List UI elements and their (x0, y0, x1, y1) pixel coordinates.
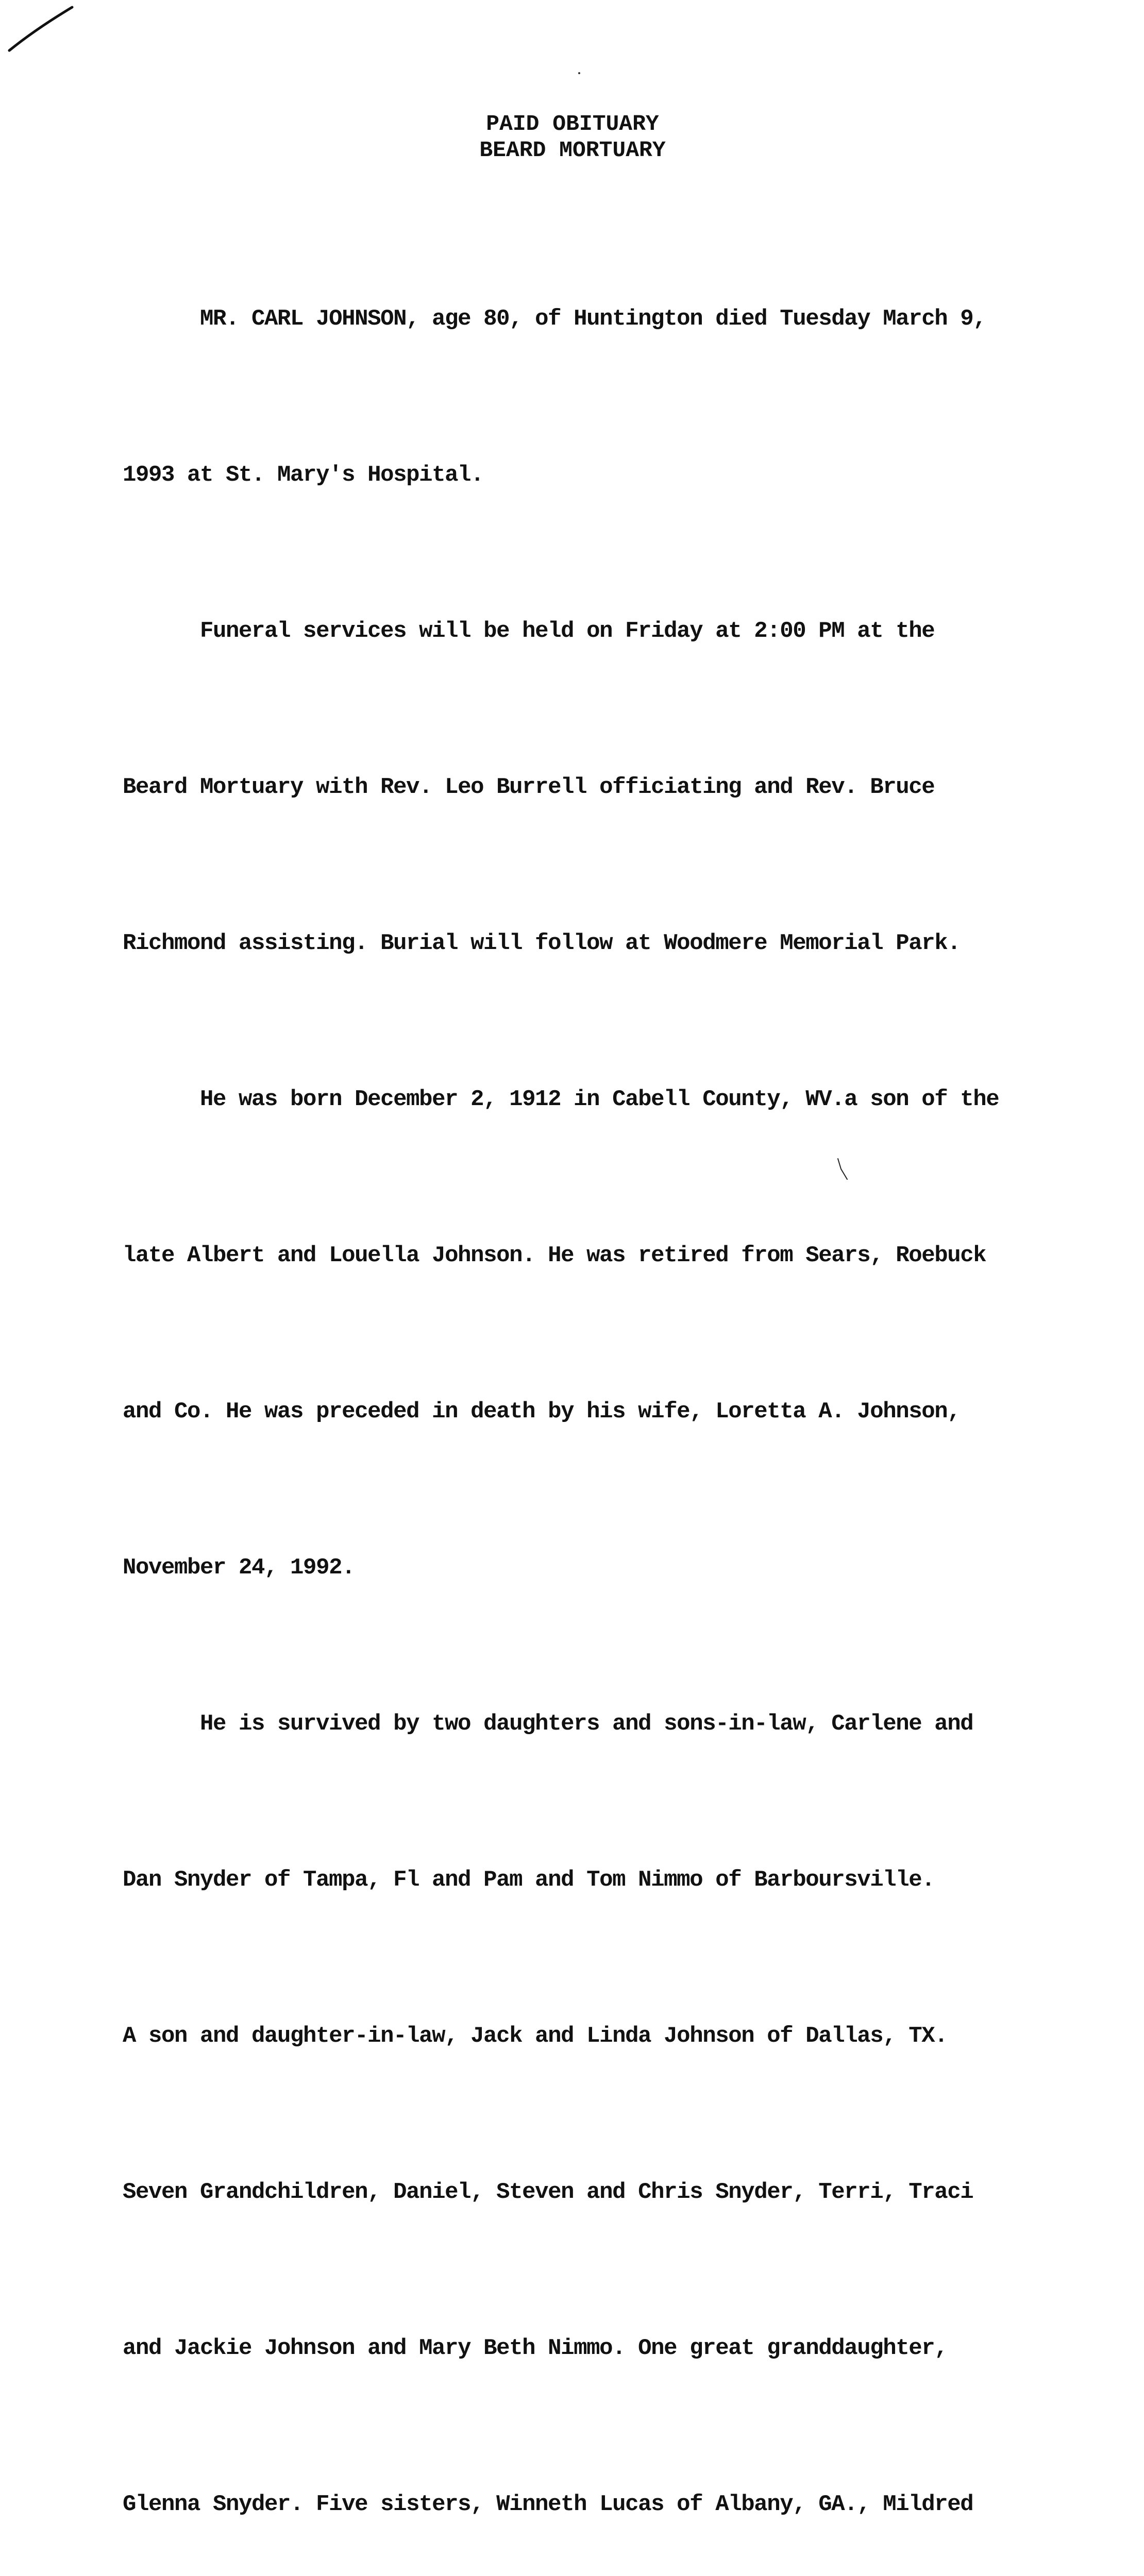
text-line: Funeral services will be held on Friday at 2:00 PM at the (123, 618, 935, 644)
text-line: Dan Snyder of Tampa, Fl and Pam and Tom Nimmo of Barboursville. (123, 1867, 935, 1893)
text-line: Seven Grandchildren, Daniel, Steven and Chris Snyder, Terri, Traci (123, 2179, 973, 2205)
text-line: 1993 at St. Mary's Hospital. (123, 462, 484, 488)
heading-subtitle: BEARD MORTUARY (479, 138, 666, 163)
text-line: Richmond assisting. Burial will follow at Woodmere Memorial Park. (123, 930, 961, 956)
text-line: Beard Mortuary with Rev. Leo Burrell officiating and Rev. Bruce (123, 774, 935, 800)
document-heading (0, 111, 1144, 163)
heading-title: PAID OBITUARY (486, 111, 659, 137)
text-line: and Co. He was preceded in death by his wife, Loretta A. Johnson, (123, 1399, 961, 1425)
speck-mark (577, 71, 581, 75)
text-line: Glenna Snyder. Five sisters, Winneth Lucas of Albany, GA., Mildred (123, 2492, 973, 2517)
text-line: He is survived by two daughters and sons-in-law, Carlene and (123, 1711, 973, 1737)
text-line: MR. CARL JOHNSON, age 80, of Huntington died Tuesday March 9, (123, 306, 986, 332)
text-line: He was born December 2, 1912 in Cabell County, WV.a son of the (123, 1087, 999, 1112)
text-line: and Jackie Johnson and Mary Beth Nimmo. One great granddaughter, (123, 2335, 948, 2361)
text-line: A son and daughter-in-law, Jack and Linda Johnson of Dallas, TX. (123, 2023, 948, 2049)
text-line: November 24, 1992. (123, 1555, 355, 1581)
text-line: late Albert and Louella Johnson. He was retired from Sears, Roebuck (123, 1243, 986, 1268)
pen-stroke-mark (5, 4, 77, 56)
obituary-body (123, 189, 1138, 2576)
